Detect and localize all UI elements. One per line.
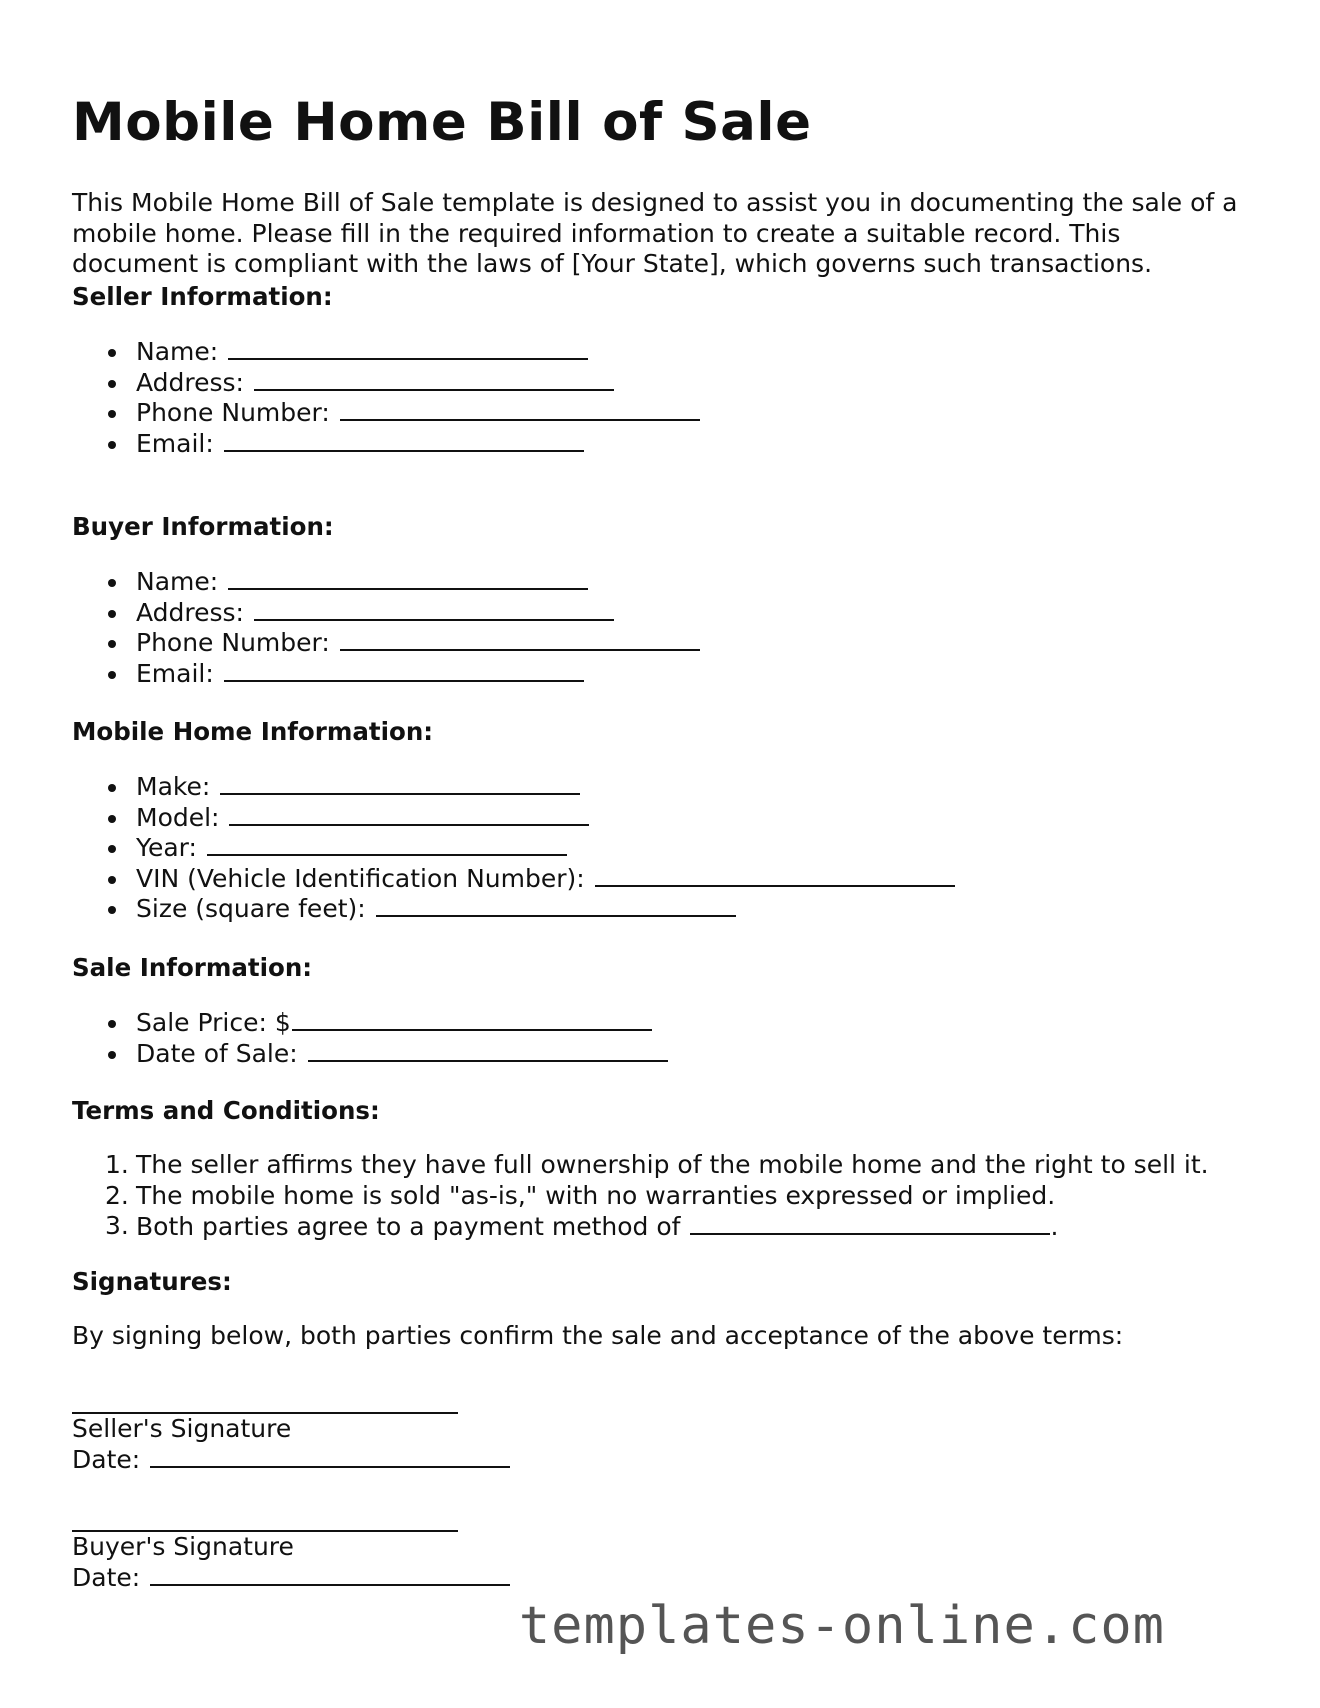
- term-item: 3. Both parties agree to a payment method of .: [105, 1211, 1059, 1241]
- blank-line[interactable]: [228, 566, 588, 590]
- home-fields: [72, 771, 1252, 924]
- blank-line[interactable]: [308, 1038, 668, 1062]
- buyer-email-field: Email:: [72, 658, 1252, 689]
- blank-line[interactable]: [229, 802, 589, 826]
- blank-line[interactable]: [376, 893, 736, 917]
- signatures-section: [72, 1267, 1252, 1352]
- seller-address-field: Address:: [72, 367, 1252, 398]
- bullet-icon: [108, 876, 116, 884]
- bullet-icon: [108, 784, 116, 792]
- blank-line[interactable]: [150, 1562, 510, 1586]
- seller-date-row: Date:: [72, 1444, 510, 1475]
- home-year-field: Year:: [72, 832, 1252, 863]
- bullet-icon: [108, 815, 116, 823]
- buyer-heading: Buyer Information:: [72, 512, 334, 541]
- blank-line[interactable]: [220, 771, 580, 795]
- term-item: 1. The seller affirms they have full ownership of the mobile home and the right to sell it.: [105, 1150, 1209, 1179]
- home-vin-field: VIN (Vehicle Identification Number):: [72, 863, 1252, 894]
- bullet-icon: [108, 441, 116, 449]
- bullet-icon: [108, 906, 116, 914]
- blank-line[interactable]: [690, 1211, 1050, 1235]
- seller-signature-line[interactable]: [72, 1384, 458, 1414]
- buyer-signature-line[interactable]: [72, 1502, 458, 1532]
- terms-heading: Terms and Conditions:: [72, 1096, 380, 1125]
- home-model-field: Model:: [72, 802, 1252, 833]
- seller-fields: [72, 336, 1252, 458]
- bullet-icon: [108, 610, 116, 618]
- bullet-icon: [108, 1051, 116, 1059]
- blank-line[interactable]: [224, 658, 584, 682]
- blank-line[interactable]: [595, 863, 955, 887]
- bullet-icon: [108, 349, 116, 357]
- bullet-icon: [108, 579, 116, 587]
- seller-email-field: Email:: [72, 428, 1252, 459]
- blank-line[interactable]: [228, 336, 588, 360]
- sale-fields: [72, 1007, 1252, 1068]
- home-section: [72, 717, 1252, 924]
- sale-section: [72, 953, 1252, 1068]
- sale-price-field: Sale Price: $: [72, 1007, 1252, 1038]
- intro-paragraph: This Mobile Home Bill of Sale template is designed to assist you in documenting the sale of a mobile home. Please fill in the required information to create a suitable record. This document is compliant with the laws of [Your State], which governs such transactions.: [72, 188, 1238, 278]
- sale-heading: Sale Information:: [72, 953, 313, 982]
- bullet-icon: [108, 410, 116, 418]
- seller-phone-field: Phone Number:: [72, 397, 1252, 428]
- bullet-icon: [108, 1020, 116, 1028]
- signatures-statement: By signing below, both parties confirm the sale and acceptance of the above terms:: [72, 1321, 1124, 1350]
- home-size-field: Size (square feet):: [72, 893, 1252, 924]
- seller-signature-label: Seller's Signature: [72, 1414, 292, 1443]
- buyer-signature-label: Buyer's Signature: [72, 1532, 294, 1561]
- seller-heading: Seller Information:: [72, 282, 333, 311]
- bullet-icon: [108, 380, 116, 388]
- signatures-heading: Signatures:: [72, 1267, 232, 1296]
- home-make-field: Make:: [72, 771, 1252, 802]
- blank-line[interactable]: [224, 428, 584, 452]
- watermark: templates-online.com: [518, 1596, 1165, 1656]
- buyer-address-field: Address:: [72, 597, 1252, 628]
- terms-list: [72, 1150, 1252, 1242]
- seller-signature-block: [72, 1384, 510, 1474]
- blank-line[interactable]: [254, 367, 614, 391]
- sale-date-field: Date of Sale:: [72, 1038, 1252, 1069]
- terms-section: [72, 1096, 1252, 1242]
- seller-section: [72, 282, 1252, 458]
- blank-line[interactable]: [340, 627, 700, 651]
- buyer-signature-block: [72, 1502, 510, 1592]
- home-heading: Mobile Home Information:: [72, 717, 434, 746]
- term-item: 2. The mobile home is sold "as-is," with no warranties expressed or implied.: [105, 1180, 1056, 1210]
- buyer-fields: [72, 566, 1252, 688]
- bullet-icon: [108, 671, 116, 679]
- buyer-section: [72, 512, 1252, 688]
- blank-line[interactable]: [207, 832, 567, 856]
- buyer-phone-field: Phone Number:: [72, 627, 1252, 658]
- bullet-icon: [108, 845, 116, 853]
- blank-line[interactable]: [254, 597, 614, 621]
- buyer-name-field: Name:: [72, 566, 1252, 597]
- blank-line[interactable]: [150, 1444, 510, 1468]
- buyer-date-row: Date:: [72, 1562, 510, 1593]
- seller-name-field: Name:: [72, 336, 1252, 367]
- document-title: Mobile Home Bill of Sale: [72, 92, 812, 153]
- blank-line[interactable]: [340, 397, 700, 421]
- blank-line[interactable]: [292, 1007, 652, 1031]
- bullet-icon: [108, 640, 116, 648]
